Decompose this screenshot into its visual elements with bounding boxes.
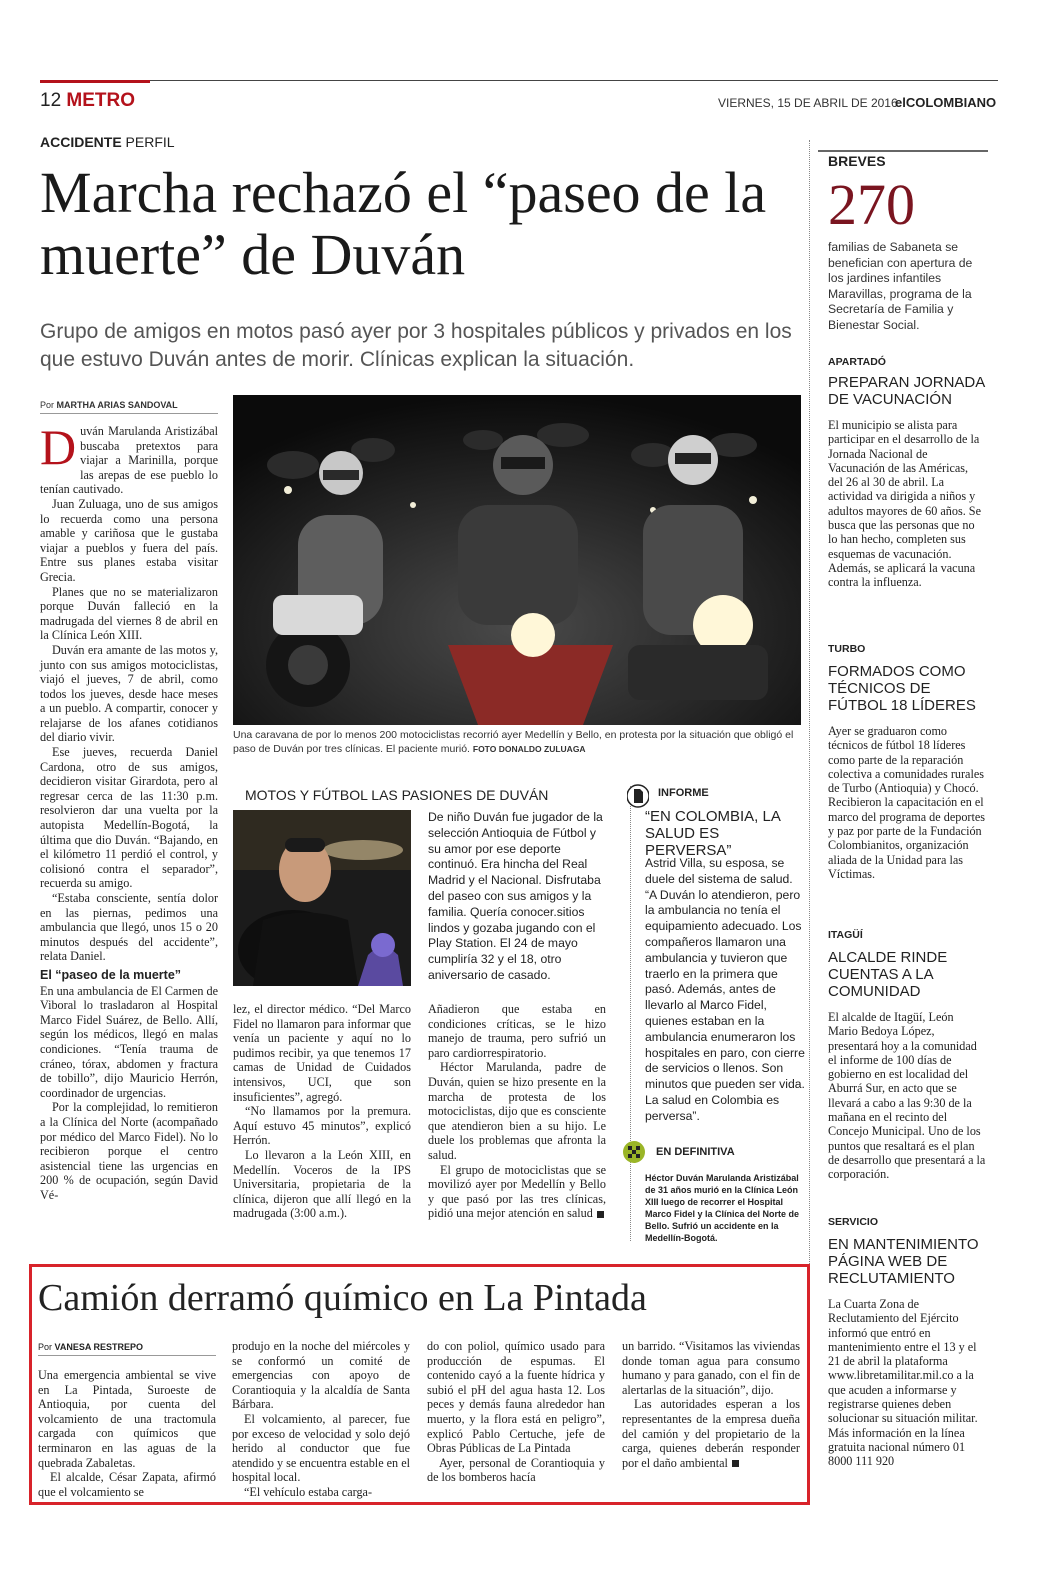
brief-heading: ALCALDE RINDE CUENTAS A LA COMUNIDAD	[828, 949, 948, 1000]
column-divider	[630, 786, 631, 1241]
informe-label: INFORME	[658, 787, 709, 799]
brief-heading: EN MANTENIMIENTO PÁGINA WEB DE RECLUTAMIENTO	[828, 1236, 979, 1287]
box-text: De niño Duván fue jugador de la selección Antioquia de Fútbol y su amor por ese deporte continuó. Era hincha del Real Madrid y el Nacional. Disfrutaba del paseo con sus amigos y la familia. Quería conocer.sitios lindos y gozaba jugando con el Play Station. El 24 de mayo cumpliría 32 y el 18, otro aniversario de casado.	[428, 810, 603, 982]
brief-heading: PREPARAN JORNADA DE VACUNACIÓN	[828, 374, 985, 408]
kicker: ACCIDENTE PERFIL	[40, 134, 175, 150]
photo-caption: Una caravana de por lo menos 200 motociclistas recorrió ayer Medellín y Bello, en protesta por la situación que obligó el paso de Duván por tres clínicas. El paciente murió. FOTO DONALDO ZULUAGA	[233, 729, 794, 755]
duvan-portrait-photo	[233, 810, 411, 986]
brief-label: ITAGÜÍ	[828, 929, 863, 941]
page-number: 12 METRO	[40, 90, 136, 111]
box-title: MOTOS Y FÚTBOL LAS PASIONES DE DUVÁN	[245, 787, 549, 803]
headline: Marcha rechazó el “paseo de la muerte” de Duván	[40, 160, 767, 287]
end-mark	[732, 1460, 739, 1467]
end-mark	[597, 1211, 604, 1218]
brief-itagui	[828, 929, 986, 1182]
header-rule	[40, 80, 998, 81]
brand-logo: elCOLOMBIANO	[895, 95, 997, 110]
informe-heading: “EN COLOMBIA, LA SALUD ES PERVERSA”	[645, 808, 781, 859]
article-column-2: lez, el director médico. “Del Marco Fidel no llamaron para informar que venía un paciente y aquí no lo pudimos recibir, ya que tenemos 17 camas de Unidad de Cuidados intensivos, UCI, que son insuficientes”, agregó. “No llamamos por la premura. Aquí estuvo 45 minutos”, explicó Herrón. Lo llevaron a la León XIII, en Medellín. Voceros de la IPS Universitaria, propietaria de la clínica, dijeron que allí llegó en la madrugada (3:00 a.m.).	[233, 1002, 411, 1221]
informe-text: Astrid Villa, su esposa, se duele del sistema de salud. “A Duván lo atendieron, pero la ambulancia no tenía el equipamiento adecuado. Los compañeros llamaron una ambulancia y tuvieron que traerlo en la primera que pasó. Además, antes de llevarlo al Marco Fidel, quienes estaban en la ambulancia enumeraron los hospitales en paro, con cierre de servicios o llenos. Son minutos que pueden ser vida. La salud en Colombia es perversa”.	[645, 856, 805, 1123]
byline-2-rule	[38, 1355, 216, 1356]
big-number: 270	[828, 172, 915, 237]
motorcyclists-photo	[233, 395, 801, 725]
brief-label: APARTADÓ	[828, 356, 886, 368]
deck: Grupo de amigos en motos pasó ayer por 3 hospitales públicos y privados en los que estuvo Duván antes de morir. Clínicas explican la situación.	[40, 320, 792, 371]
byline: Por MARTHA ARIAS SANDOVAL	[40, 400, 178, 410]
brief-turbo	[828, 643, 986, 881]
article-column-3: Añadieron que estaba en condiciones críticas, se le hizo manejo de trauma, pero sufrió un paro cardiorrespiratorio. Héctor Marulanda, padre de Duván, quien se hizo presente en la marcha de protesta de los motociclistas, dijo que es consciente que atendieron bien a su hijo. Le duele los problemas que afronta la salud. El grupo de motociclistas que se movilizó ayer por Medellín y Bello y que pasó por las tres clínicas, pidió una mejor atención en salud	[428, 1002, 606, 1221]
definitiva-label: EN DEFINITIVA	[656, 1146, 735, 1158]
subheading: El “paseo de la muerte”	[40, 967, 182, 982]
sidebar-label: BREVES	[828, 153, 886, 169]
drop-cap: D	[40, 419, 77, 475]
brief-text: La Cuarta Zona de Reclutamiento del Ejército informó que entró en mantenimiento entre el 13 y el 21 de abril la plataforma www.libretamilitar.mil.co a la que acuden a informarse y registrarse quienes deben solucionar su situación militar. Más información en la línea gratuita nacional número 01 8000 111 920	[828, 1297, 978, 1469]
article2-column-2: produjo en la noche del miércoles y se conformó un comité de emergencias con apoyo de Corantioquia y la alcaldía de Santa Bárbara. El volcamiento, al parecer, fue por exceso de velocidad y solo dejó herido al conductor que fue atendido y se encuentra estable en el hospital local. “El vehículo estaba carga-	[232, 1339, 410, 1499]
brief-servicio	[828, 1216, 986, 1469]
article2-column-3: do con poliol, químico usado para producción de espumas. El contenido cayó a la fuente hídrica y subió el pH del agua hasta 12. Los peces y demás fauna alrededor han muerto, y la flora está en peligro”, explicó Pablo Certuche, jefe de Obras Públicas de La Pintada Ayer, personal de Corantioquia y de los bomberos hacía	[427, 1339, 605, 1485]
article2-column-4: un barrido. “Visitamos las viviendas donde toman agua para consumo humano y para ganado, con el fin de alertarlas de la situación”, dijo. Las autoridades esperan a los representantes de la empresa dueña del camión y del propietario de la carga, quienes deberán responder por el daño ambiental	[622, 1339, 800, 1470]
brief-label: TURBO	[828, 643, 866, 655]
byline-2: Por VANESA RESTREPO	[38, 1342, 144, 1352]
brief-label: SERVICIO	[828, 1216, 878, 1228]
brief-text: El alcalde de Itagüí, León Mario Bedoya López, presentará hoy a la comunidad el informe de 100 días de gobierno en est localidad del Aburrá Sur, en acto que se llevará a cabo a las 9:30 de la mañana en el recinto del Concejo Municipal. Uno de los puntos que resaltará es el plan de desarrollo que presentará a la corporación.	[828, 1010, 986, 1182]
definitiva-text: Héctor Duván Marulanda Aristizábal de 31 años murió en la Clínica León XIII luego de recorrer el Hospital Marco Fidel y la Clínica del Norte de Bello. Sufrió un accidente en la Medellín-Bogotá.	[645, 1173, 800, 1243]
section-name: METRO	[66, 90, 136, 111]
headline-2: Camión derramó químico en La Pintada	[38, 1277, 647, 1319]
brief-heading: FORMADOS COMO TÉCNICOS DE FÚTBOL 18 LÍDERES	[828, 663, 976, 714]
sidebar-rule	[818, 150, 988, 152]
brief-text: El municipio se alista para participar en el desarrollo de la Jornada Nacional de Vacunación de las Américas, del 26 al 30 de abril. La actividad va dirigida a niños y adultos mayores de 60 años. Se busca que las personas que no lo han hecho, completen sus esquemas de vacunación. Además, se aplicará la vacuna contra la influenza.	[828, 418, 981, 590]
byline-rule	[40, 413, 218, 414]
photo-credit: FOTO DONALDO ZULUAGA	[472, 744, 586, 754]
checker-icon	[622, 1140, 646, 1169]
date: VIERNES, 15 DE ABRIL DE 2016	[718, 96, 898, 110]
article-column-1: Duván Marulanda Aristizábal buscaba pretextos para viajar a Marinilla, porque las arepas de ese pueblo lo tenían cautivado. Juan Zuluaga, uno de sus amigos lo recuerda como una persona amable y cariñosa que le gustaba viajar a pueblos y fuera del país. Entre sus planes estaba visitar Grecia. Planes que no se materializaron porque Duván falleció en la madrugada del viernes 8 de abril en la Clínica León XIII. Duván era amante de las motos y, junto con sus amigos motociclistas, viajó el jueves, 7 de abril, como todos los jueves, desde hace meses a un pueblo. A compartir, conocer y relajarse de los afanes cotidianos del diario vivir. Ese jueves, recuerda Daniel Cardona, otro de sus amigos, decidieron visitar Girardota, pero al regresar cerca de las 11:30 p.m. resolvieron dar una vuelta por la autopista Medellín-Bogotá, la última que dio Duván. “Bajando, en el kilómetro 11 perdió el control, y colisionó contra el separador”, recuerda su amigo. “Estaba consciente, sentía dolor en las piernas, pedimos una ambulancia que llegó, unos 15 o 20 minutos después del accidente”, relata Daniel. El “paseo de la muerte” En una ambulancia de El Carmen de Viboral lo trasladaron al Hospital Marco Fidel Suárez, de Bello. Allí, según los médicos, llegó en malas condiciones. “Tenía trauma de cráneo, tórax, abdomen y fractura de tobillo”, dijo Mauricio Herrón, coordinador de urgencias. Por la complejidad, lo remitieron a la Clínica del Norte (acompañado por médico del Marco Fidel). No lo recibieron porque el centro asistencial tiene las urgencias en 200 % de ocupación, según David Vé-	[40, 419, 219, 1202]
big-number-text: familias de Sabaneta se benefician con apertura de los jardines infantiles Maravillas, programa de la Secretaría de Familia y Bienestar Social.	[828, 240, 973, 332]
brief-text: Ayer se graduaron como técnicos de fútbol 18 líderes como parte de la reparación colectiva a comunidades rurales de Turbo (Antioquia) y Chocó. Recibieron la capacitación en el marco del programa de deportes y paz por parte de la Fundación Colombianitos, organización aliada de la Unidad para las Víctimas.	[828, 724, 986, 881]
brief-apartado	[828, 356, 986, 590]
article2-column-1: Una emergencia ambiental se vive en La Pintada, Suroeste de Antioquia, por cuenta del volcamiento de una tractomula cargada con químicos que terminaron en las aguas de la quebrada Zabaletas. El alcalde, César Zapata, afirmó que el volcamiento se	[38, 1368, 216, 1499]
